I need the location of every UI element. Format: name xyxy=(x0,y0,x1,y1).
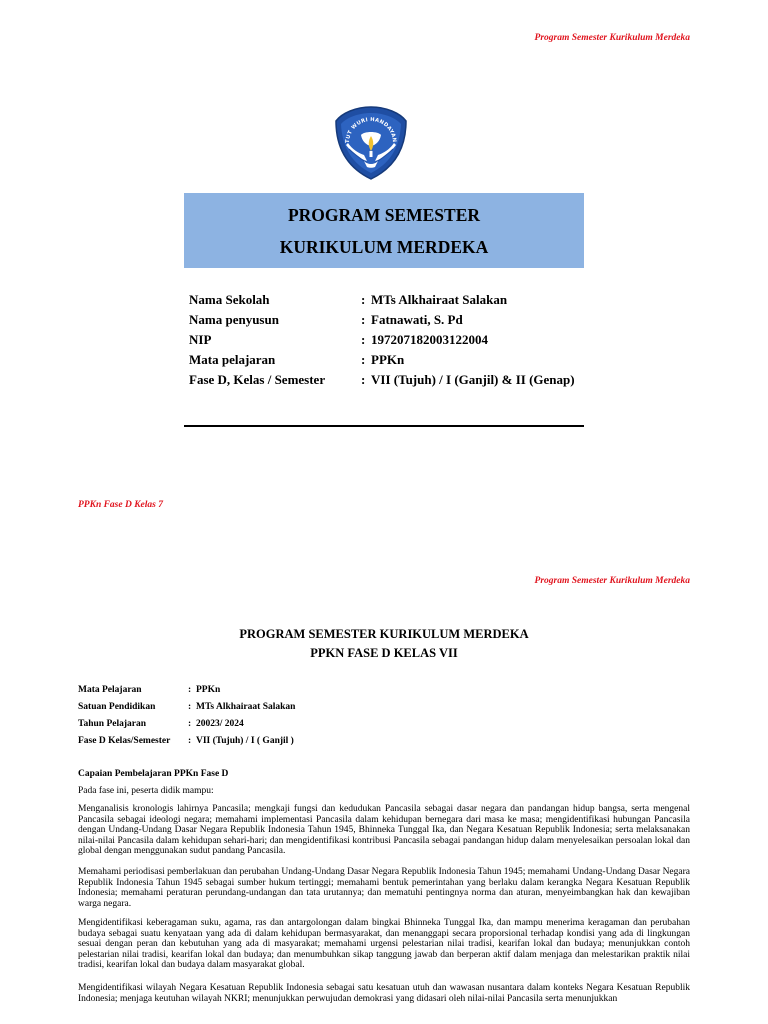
info-colon: : xyxy=(361,372,366,387)
document-title-line-2: PPKN FASE D KELAS VII xyxy=(310,646,458,660)
info-colon: : xyxy=(188,702,192,712)
info-colon: : xyxy=(361,312,366,327)
info-label: Tahun Pelajaran xyxy=(78,719,147,729)
info-colon: : xyxy=(361,292,366,307)
info-colon: : xyxy=(188,685,192,695)
info-label: Fase D, Kelas / Semester xyxy=(189,372,326,387)
info-label: Nama penyusun xyxy=(189,312,279,327)
section-intro: Pada fase ini, peserta didik mampu: xyxy=(78,786,214,796)
divider-rule xyxy=(184,425,584,427)
tut-wuri-handayani-logo xyxy=(334,105,408,181)
info-colon: : xyxy=(361,332,366,347)
info-label: NIP xyxy=(189,332,212,347)
info-value: VII (Tujuh) / I (Ganjil) & II (Genap) xyxy=(371,372,575,387)
paragraph: Mengidentifikasi keberagaman suku, agama, ras dan antargolongan dalam bingkai Bhinneka Tunggal Ika, dan mampu menerima keragaman dan perubahan budaya sebagai suatu kenyataan yang ada di dalam kehidupan bermasyarakat, dan menanggapi secara proporsional terhadap kondisi yang ada di lingkungan sesuai dengan peran dan kebutuhan yang ada di masyarakat; memahami urgensi pelestarian nilai tradisi, kearifan lokal dan budaya; menunjukkan contoh pelestarian nilai tradisi, kearifan lokal dan budaya; dan menumbuhkan sikap tanggung jawab dan berperan aktif dalam menjaga dan melestarikan praktik nilai tradisi, kearifan lokal dan budaya dalam masyarakat global. xyxy=(78,918,690,971)
running-head: Program Semester Kurikulum Merdeka xyxy=(534,33,690,43)
svg-text:TUT WURI HANDAYANI: TUT WURI HANDAYAN xyxy=(344,116,398,144)
running-head: Program Semester Kurikulum Merdeka xyxy=(534,576,690,586)
paragraph: Memahami periodisasi pemberlakuan dan perubahan Undang-Undang Dasar Negara Republik Indonesia Tahun 1945; memahami Undang-Undang Dasar Negara Republik Indonesia Tahun 1945 sebagai sumber hukum tertinggi; memahami bentuk pemerintahan yang berlaku dalam kerangka Negara Kesatuan Republik Indonesia; memahami peraturan perundang-undangan dan tata urutannya; dan mematuhi pentingnya norma dan aturan, menyeimbangkan hak dan kewajiban warga negara. xyxy=(78,867,690,909)
info-colon: : xyxy=(188,736,192,746)
info-value: Fatnawati, S. Pd xyxy=(371,312,463,327)
page-footer: PPKn Fase D Kelas 7 xyxy=(78,500,163,510)
title-line-1: PROGRAM SEMESTER xyxy=(287,205,481,225)
section-heading: Capaian Pembelajaran PPKn Fase D xyxy=(78,769,229,779)
paragraph: Mengidentifikasi wilayah Negara Kesatuan Republik Indonesia sebagai satu kesatuan utuh dan wawasan nusantara dalam konteks Negara Kesatuan Republik Indonesia; menjaga keutuhan wilayah NKRI; menunjukkan perwujudan demokrasi yang didasari oleh nilai-nilai Pancasila serta menunjukkan xyxy=(78,983,690,1004)
document-title-line-1: PROGRAM SEMESTER KURIKULUM MERDEKA xyxy=(239,627,529,641)
info-value: PPKn xyxy=(196,685,221,695)
info-label: Fase D Kelas/Semester xyxy=(78,736,171,746)
info-label: Mata pelajaran xyxy=(189,352,276,367)
info-value: 197207182003122004 xyxy=(371,332,488,347)
info-label: Nama Sekolah xyxy=(189,292,270,307)
info-value: VII (Tujuh) / I ( Ganjil ) xyxy=(196,736,294,746)
title-line-2: KURIKULUM MERDEKA xyxy=(279,237,489,257)
info-value: PPKn xyxy=(371,352,405,367)
info-value: MTs Alkhairaat Salakan xyxy=(196,702,296,712)
info-value: MTs Alkhairaat Salakan xyxy=(371,292,508,307)
title-box xyxy=(184,193,584,268)
paragraph: Menganalisis kronologis lahirnya Pancasila; mengkaji fungsi dan kedudukan Pancasila sebagai dasar negara dan pandangan hidup bangsa, serta mengenal Pancasila sebagai ideologi negara; memahami implementasi Pancasila dalam kehidupan bernegara dari masa ke masa; mengidentifikasi hubungan Pancasila dengan Undang-Undang Dasar Negara Republik Indonesia Tahun 1945, Bhinneka Tunggal Ika, dan Negara Kesatuan Republik Indonesia; serta melaksanakan nilai-nilai Pancasila dalam kehidupan sehari-hari; dan mengidentifikasi kontribusi Pancasila sebagai pandangan hidup dalam menyelesaikan persoalan lokal dan global dengan menggunakan sudut pandang Pancasila. xyxy=(78,804,690,857)
info-value: 20023/ 2024 xyxy=(196,719,244,729)
info-colon: : xyxy=(188,719,192,729)
info-label: Mata Pelajaran xyxy=(78,685,142,695)
info-colon: : xyxy=(361,352,366,367)
info-label: Satuan Pendidikan xyxy=(78,702,156,712)
